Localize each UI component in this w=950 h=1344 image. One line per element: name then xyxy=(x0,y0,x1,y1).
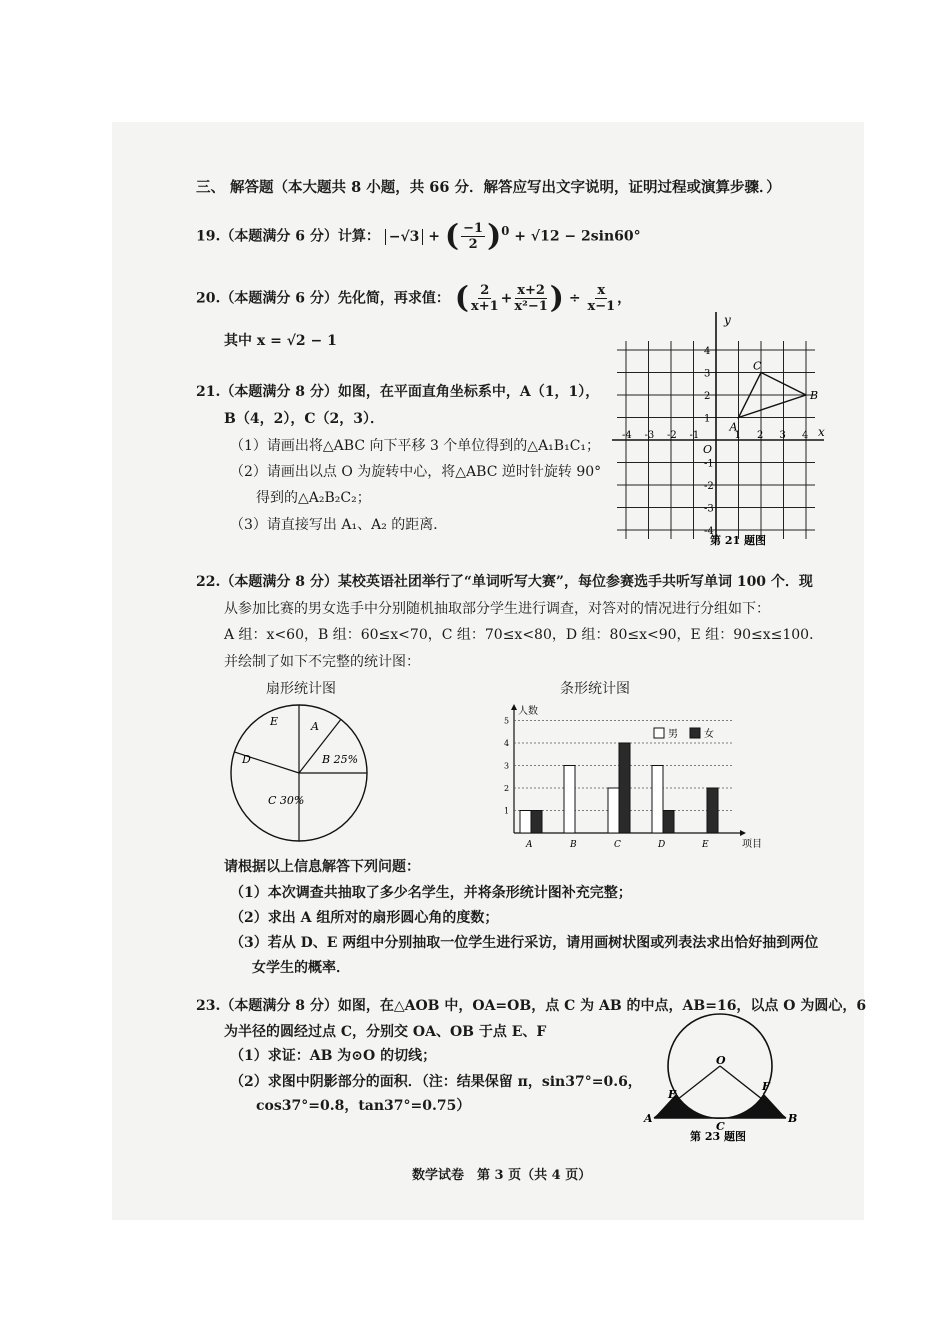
q22-part2: （2）求出 A 组所对的扇形圆心角的度数； xyxy=(230,910,499,926)
point-c-label-23: C xyxy=(716,1120,725,1133)
bar-male xyxy=(652,766,663,834)
q19-plus: + xyxy=(428,228,441,245)
y-tick-label: -3 xyxy=(704,503,714,515)
q22-part3b: 女学生的概率． xyxy=(252,960,350,976)
x-tick-label: 1 xyxy=(734,430,741,441)
bar-female xyxy=(531,811,542,834)
x-tick-label: -4 xyxy=(622,430,632,441)
bar-male xyxy=(564,766,575,834)
point-a-label: A xyxy=(729,420,738,434)
bar-female xyxy=(707,788,718,833)
q20-condition: 其中 x = √2 − 1 xyxy=(224,333,337,349)
point-a-label-23: A xyxy=(644,1112,653,1125)
y-tick-label: 1 xyxy=(704,413,711,425)
pie-slice-label: B 25% xyxy=(322,753,359,766)
bar-male xyxy=(608,788,619,833)
q19-exponent: 0 xyxy=(501,223,510,238)
q23-line1: 23.（本题满分 8 分）如图，在△AOB 中，OA=OB，点 C 为 AB 的中点，AB=16，以点 O 为圆心，6 xyxy=(196,998,867,1014)
q22-line4: 并绘制了如下不完整的统计图： xyxy=(224,654,420,670)
bar-chart-title: 条形统计图 xyxy=(560,681,630,697)
x-tick-label: C xyxy=(614,840,621,850)
page-footer: 数学试卷 第 3 页（共 4 页） xyxy=(412,1168,592,1183)
q20-line: 20.（本题满分 6 分）先化简，再求值： ( $\frac{2}{x+1}$ + $\frac{x+2}{\text{x²−1}}$ ) ÷ $\frac{x}{x-1}$ ， xyxy=(196,280,632,316)
bar-female xyxy=(619,743,630,833)
legend-swatch xyxy=(690,728,700,738)
y-tick-label: 2 xyxy=(704,391,711,402)
pie-slice-label: C 30% xyxy=(268,794,305,807)
q23-part1: （1）求证：AB 为⊙O 的切线； xyxy=(230,1048,437,1064)
q22-line1: 22.（本题满分 8 分）某校英语社团举行了“单词听写大赛”，每位参赛选手共听写单词 100 个．现 xyxy=(196,574,813,590)
x-tick-label: E xyxy=(702,840,709,850)
bar-female xyxy=(663,811,674,834)
point-b-label-23: B xyxy=(788,1112,798,1125)
q21-part1: （1）请画出将△ABC 向下平移 3 个单位得到的△A₁B₁C₁； xyxy=(230,438,601,454)
pie-slice-label: A xyxy=(311,720,319,733)
x-arrow xyxy=(740,830,746,836)
q19-frac: $\frac{-1}{2}$ xyxy=(463,221,484,252)
y-tick-label: -4 xyxy=(704,526,714,537)
x-tick-label: D xyxy=(658,840,666,850)
q22-part3a: （3）若从 D、E 两组中分别抽取一位学生进行采访，请用画树状图或列表法求出恰好抽到两位 xyxy=(230,935,819,951)
q21-origin: O xyxy=(703,443,713,456)
y-axis-label: 人数 xyxy=(518,706,538,717)
q22-groups: A 组：x<60，B 组：60≤x<70，C 组：70≤x<80，D 组：80≤x<90，E 组：90≤x≤100． xyxy=(224,627,824,643)
x-axis-label: 项目 xyxy=(742,839,762,850)
q21-part2b: 得到的△A₂B₂C₂； xyxy=(256,490,371,506)
q19-abs: −√3 xyxy=(385,229,424,245)
bar-chart xyxy=(496,700,762,854)
legend-label: 男 xyxy=(668,729,678,740)
q19-line: 19.（本题满分 6 分）计算： −√3 + ( $\frac{-1}{2}$ )$^0$ + √12 − 2sin60° xyxy=(196,218,641,254)
q20-frac3: $\frac{x}{x-1}$ xyxy=(587,283,616,314)
y-tick-label: 4 xyxy=(704,346,711,357)
q21-x-label: x xyxy=(818,425,825,439)
y-tick-label: -2 xyxy=(704,481,714,492)
q20-frac2: $\frac{x+2}{\text{x²−1}}$ xyxy=(514,283,548,314)
y-tick-label: 4 xyxy=(504,739,510,748)
pie-slice-label: E xyxy=(270,715,279,728)
q22-part1: （1）本次调查共抽取了多少名学生，并将条形统计图补充完整； xyxy=(230,885,632,901)
q21-line2: B（4，2），C（2，3）． xyxy=(224,411,384,427)
pie-slice-label: D xyxy=(242,753,251,766)
x-tick-label: 2 xyxy=(757,430,764,441)
q21-line1: 21.（本题满分 8 分）如图，在平面直角坐标系中，A（1，1）， xyxy=(196,384,600,400)
y-tick-label: 3 xyxy=(504,761,510,771)
point-f-label: F xyxy=(762,1080,770,1093)
q21-part3: （3）请直接写出 A₁、A₂ 的距离． xyxy=(230,517,448,533)
x-tick-label: -2 xyxy=(667,430,677,441)
x-tick-label: B xyxy=(570,840,577,850)
q21-part2a: （2）请画出以点 O 为旋转中心，将△ABC 逆时针旋转 90° xyxy=(230,464,602,480)
q22-line2: 从参加比赛的男女选手中分别随机抽取部分学生进行调查，对答对的情况进行分组如下： xyxy=(224,601,770,617)
q19-number: 19. xyxy=(196,228,221,245)
bar-male xyxy=(520,811,531,834)
x-tick-label: -1 xyxy=(689,430,700,441)
q21-coordinate-figure xyxy=(612,312,826,550)
q23-line2: 为半径的圆经过点 C，分别交 OA、OB 于点 E、F xyxy=(224,1024,547,1040)
q21-y-label: y xyxy=(724,313,731,327)
q22-ask: 请根据以上信息解答下列问题： xyxy=(224,859,420,875)
y-tick-label: 2 xyxy=(504,784,510,793)
q23-part2a: （2）求图中阴影部分的面积．（注：结果保留 π，sin37°=0.6， xyxy=(230,1074,642,1090)
pie-chart-title: 扇形统计图 xyxy=(266,681,336,697)
q23-circle-figure xyxy=(640,1018,800,1142)
point-c-label: C xyxy=(753,359,762,373)
section-heading: 三、 解答题（本大题共 8 小题，共 66 分．解答应写出文字说明，证明过程或演算步骤．） xyxy=(196,179,781,196)
x-tick-label: -3 xyxy=(644,430,655,441)
y-tick-label: 3 xyxy=(704,368,711,380)
x-tick-label: 4 xyxy=(802,430,809,441)
point-e-label: E xyxy=(668,1088,677,1101)
q19-score: （本题满分 6 分）计算： xyxy=(220,228,380,245)
q20-number: 20. xyxy=(196,290,221,307)
q21-caption: 第 21 题图 xyxy=(710,534,766,547)
legend-swatch xyxy=(654,728,664,738)
q20-frac1: $\frac{2}{x+1}$ xyxy=(470,283,499,314)
y-tick-label: -1 xyxy=(704,458,714,470)
legend-label: 女 xyxy=(704,729,714,740)
pie-chart xyxy=(226,700,372,846)
q23-caption: 第 23 题图 xyxy=(690,1130,746,1143)
q23-part2b: cos37°=0.8，tan37°=0.75） xyxy=(256,1098,471,1114)
q19-rest: + √12 − 2sin60° xyxy=(514,228,641,245)
q20-score: （本题满分 6 分）先化简，再求值： xyxy=(220,290,450,307)
x-tick-label: 3 xyxy=(779,430,786,441)
point-o-label: O xyxy=(716,1054,726,1067)
x-tick-label: A xyxy=(526,840,533,850)
y-tick-label: 1 xyxy=(504,806,510,816)
point-b-label: B xyxy=(810,389,819,402)
y-tick-label: 5 xyxy=(504,716,510,726)
y-arrow xyxy=(511,704,517,710)
